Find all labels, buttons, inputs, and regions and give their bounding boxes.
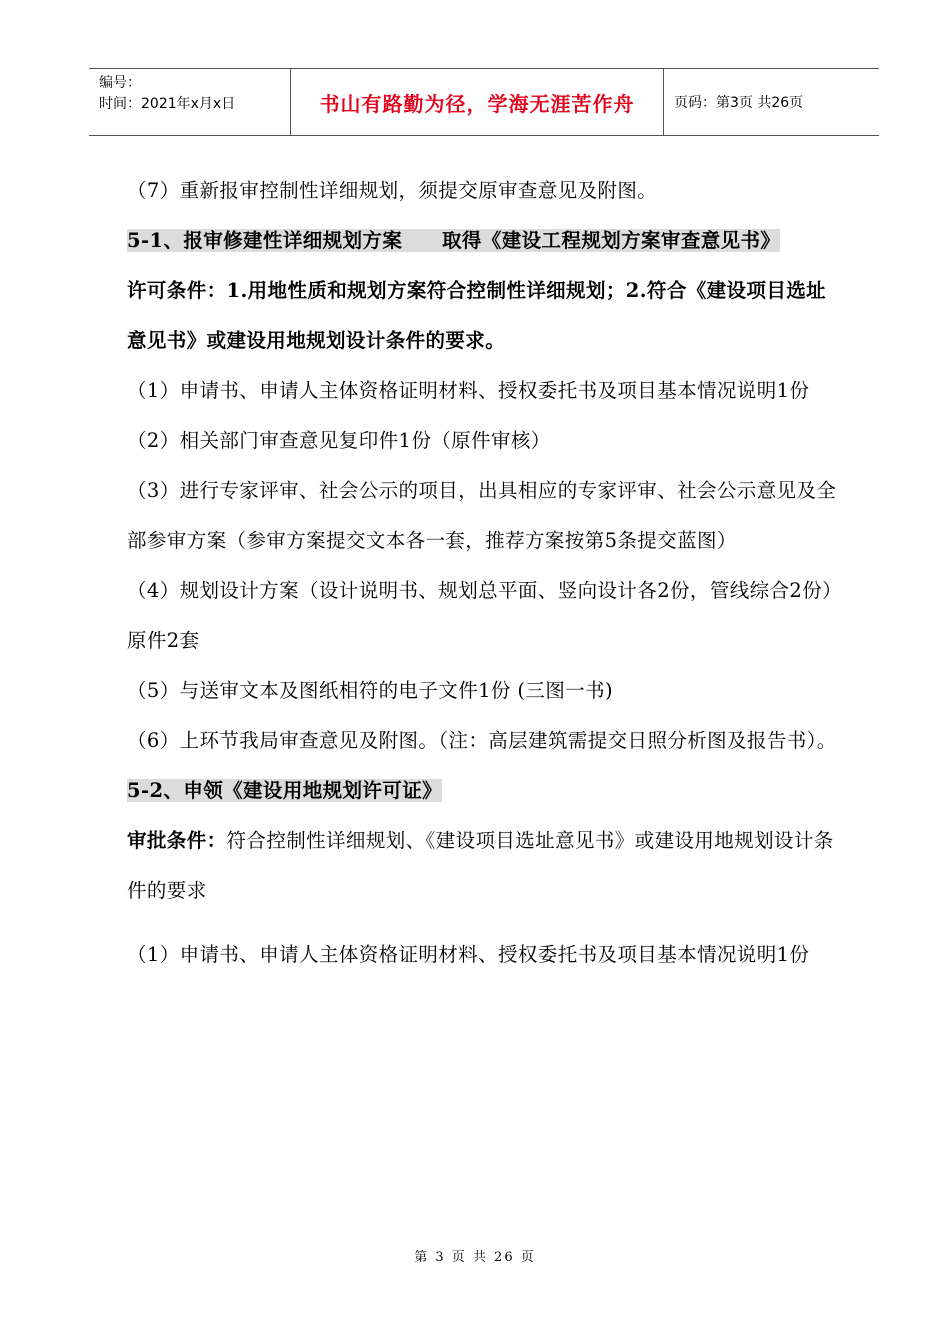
section-heading-5-2: [127, 766, 843, 816]
document-body: [127, 166, 843, 980]
approval-conditions: [127, 816, 843, 916]
section-heading-5-2-text: 5-2、申领《建设用地规划许可证》: [127, 779, 443, 802]
page-footer: 第 3 页 共 26 页: [414, 1250, 536, 1265]
page-header: [89, 68, 879, 136]
paragraph-item-6: （6）上环节我局审查意见及附图。（注：高层建筑需提交日照分析图及报告书）。: [127, 729, 837, 752]
header-page-info: 页码：第3页 共26页: [674, 95, 804, 111]
paragraph-item-7: （7）重新报审控制性详细规划，须提交原审查意见及附图。: [127, 179, 658, 202]
paragraph-item-5: （5）与送审文本及图纸相符的电子文件1份 (三图一书): [127, 679, 614, 702]
time-label: 时间：2021年x月x日: [99, 96, 236, 112]
permit-conditions: 许可条件：1.用地性质和规划方案符合控制性详细规划；2.符合《建设项目选址意见书》或建设用地规划设计条件的要求。: [127, 279, 827, 352]
paragraph-item-4: （4）规划设计方案（设计说明书、规划总平面、竖向设计各2份，管线综合2份）原件2套: [127, 579, 843, 652]
paragraph-item-2: （2）相关部门审查意见复印件1份（原件审核）: [127, 429, 551, 452]
paragraph-item-1-second: （1）申请书、申请人主体资格证明材料、授权委托书及项目基本情况说明1份: [127, 943, 810, 966]
paragraph-item-1: （1）申请书、申请人主体资格证明材料、授权委托书及项目基本情况说明1份: [127, 379, 810, 402]
approval-conditions-text: 符合控制性详细规划、《建设项目选址意见书》或建设用地规划设计条件的要求: [127, 829, 834, 902]
header-motto: 书山有路勤为径，学海无涯苦作舟: [291, 69, 664, 135]
section-heading-5-1-text: 5-1、报审修建性详细规划方案 取得《建设工程规划方案审查意见书》: [127, 229, 781, 252]
paragraph-item-3: （3）进行专家评审、社会公示的项目，出具相应的专家评审、社会公示意见及全部参审方案（参审方案提交文本各一套，推荐方案按第5条提交蓝图）: [127, 479, 837, 552]
approval-conditions-label: 审批条件：: [127, 829, 227, 852]
number-label: 编号：: [99, 75, 141, 91]
section-heading-5-1: [127, 216, 843, 266]
header-meta: [89, 69, 291, 135]
